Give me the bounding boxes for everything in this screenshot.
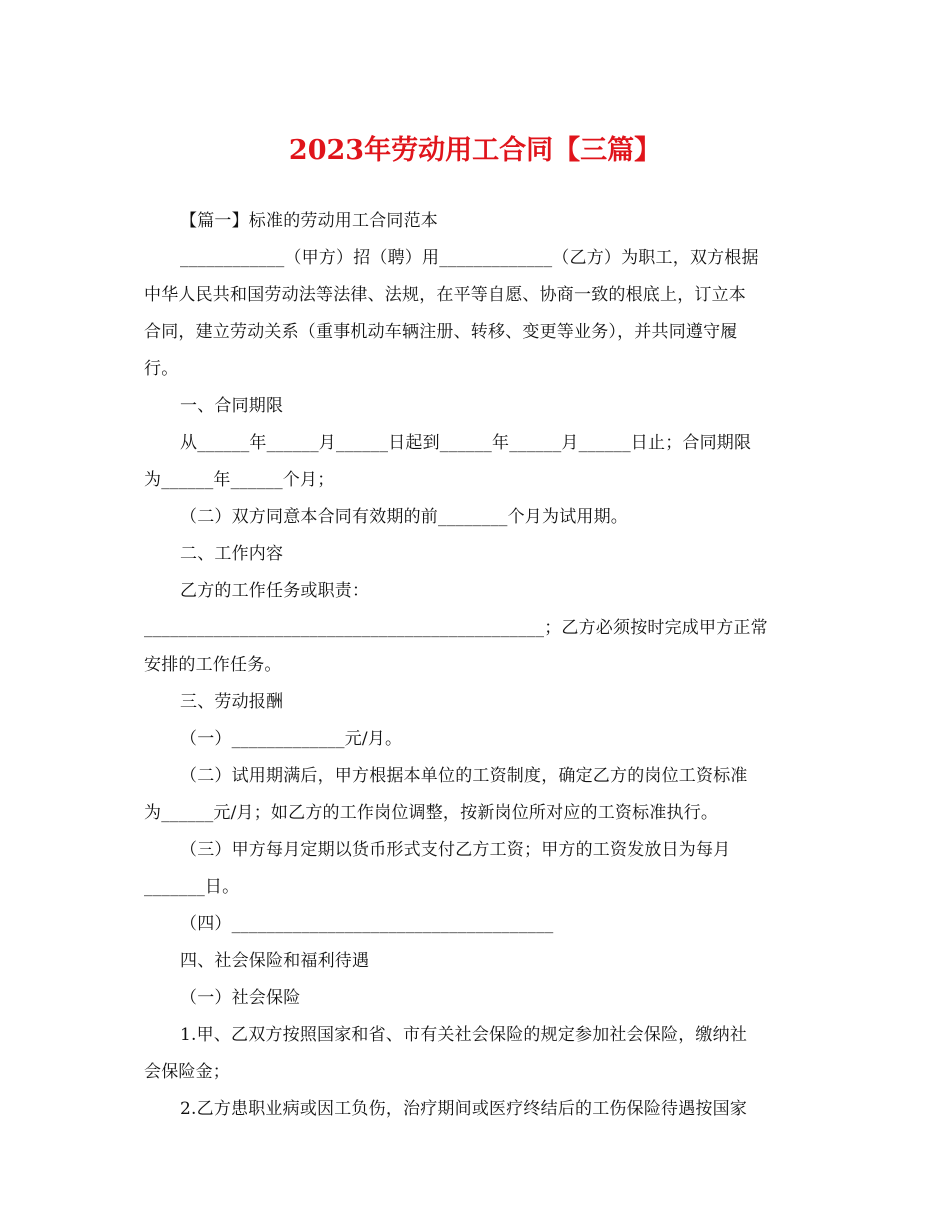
paragraph-line: 合同，建立劳动关系（重事机动车辆注册、转移、变更等业务），并共同遵守履 (144, 322, 738, 342)
paragraph-line: ______________________________________________；乙方必须按时完成甲方正常 (144, 618, 768, 638)
paragraph-line: （四）_____________________________________ (180, 914, 554, 934)
paragraph-line: 安排的工作任务。 (144, 655, 282, 675)
paragraph-line: 为______元/月；如乙方的工作岗位调整，按新岗位所对应的工资标准执行。 (144, 803, 719, 823)
paragraph-line: 从______年______月______日起到______年______月______日止；合同期限 (180, 433, 752, 453)
paragraph-line: ____________（甲方）招（聘）用_____________（乙方）为职工，双方根据 (180, 248, 759, 268)
paragraph-line: 行。 (144, 359, 179, 379)
paragraph-line: （二）试用期满后，甲方根据本单位的工资制度，确定乙方的岗位工资标准 (180, 766, 748, 786)
paragraph-line: （一）社会保险 (180, 988, 301, 1008)
paragraph-line: 1.甲、乙双方按照国家和省、市有关社会保险的规定参加社会保险，缴纳社 (180, 1025, 748, 1045)
paragraph-line: （二）双方同意本合同有效期的前________个月为试用期。 (180, 507, 628, 527)
paragraph-line: 2.乙方患职业病或因工负伤，治疗期间或医疗终结后的工伤保险待遇按国家 (180, 1099, 748, 1119)
paragraph-line: 乙方的工作任务或职责： (180, 581, 370, 601)
paragraph-line: 为______年______个月； (144, 470, 335, 490)
paragraph-line: （一）_____________元/月。 (180, 729, 403, 749)
clause-heading: 四、社会保险和福利待遇 (180, 951, 370, 971)
clause-heading: 二、工作内容 (180, 544, 284, 564)
section-heading: 【篇一】标准的劳动用工合同范本 (180, 211, 438, 231)
clause-heading: 三、劳动报酬 (180, 692, 284, 712)
paragraph-line: 中华人民共和国劳动法等法律、法规，在平等自愿、协商一致的根底上，订立本 (144, 285, 746, 305)
paragraph-line: （三）甲方每月定期以货币形式支付乙方工资；甲方的工资发放日为每月 (180, 840, 731, 860)
document-title: 2023年劳动用工合同【三篇】 (288, 135, 662, 166)
paragraph-line: 会保险金； (144, 1062, 230, 1082)
paragraph-line: _______日。 (144, 877, 240, 897)
clause-heading: 一、合同期限 (180, 396, 284, 416)
